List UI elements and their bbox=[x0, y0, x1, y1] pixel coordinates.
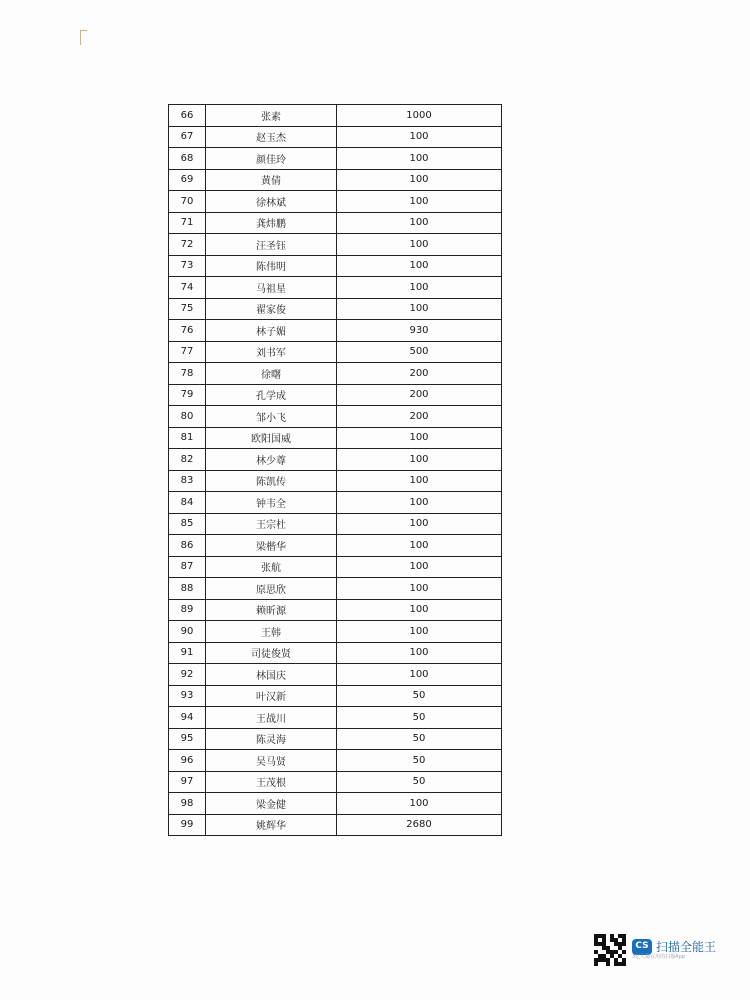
table-row bbox=[169, 535, 502, 557]
row-number: 72 bbox=[169, 234, 206, 256]
donor-name: 邹小飞 bbox=[206, 406, 337, 428]
donation-amount: 100 bbox=[337, 191, 502, 213]
watermark-text bbox=[632, 939, 716, 961]
donor-name: 张素 bbox=[206, 105, 337, 127]
table-row bbox=[169, 191, 502, 213]
donation-amount: 50 bbox=[337, 728, 502, 750]
donor-name: 林少尊 bbox=[206, 449, 337, 471]
table-row bbox=[169, 685, 502, 707]
donation-amount: 100 bbox=[337, 169, 502, 191]
donor-name: 司徒俊贤 bbox=[206, 642, 337, 664]
table-row bbox=[169, 320, 502, 342]
row-number: 99 bbox=[169, 814, 206, 836]
donation-amount: 50 bbox=[337, 707, 502, 729]
donor-name: 刘书军 bbox=[206, 341, 337, 363]
watermark-subtitle: 3亿人都在用的扫描App bbox=[632, 954, 685, 961]
donor-name: 吴马贤 bbox=[206, 750, 337, 772]
table-row bbox=[169, 750, 502, 772]
table-row bbox=[169, 169, 502, 191]
table-row bbox=[169, 621, 502, 643]
table-row bbox=[169, 492, 502, 514]
table-row bbox=[169, 664, 502, 686]
donation-amount: 100 bbox=[337, 212, 502, 234]
donation-amount: 50 bbox=[337, 685, 502, 707]
row-number: 77 bbox=[169, 341, 206, 363]
donor-name: 梁金健 bbox=[206, 793, 337, 815]
donation-amount: 50 bbox=[337, 771, 502, 793]
row-number: 93 bbox=[169, 685, 206, 707]
watermark-title: 扫描全能王 bbox=[656, 939, 717, 954]
row-number: 69 bbox=[169, 169, 206, 191]
donor-name: 汪圣钰 bbox=[206, 234, 337, 256]
donor-name: 王茂根 bbox=[206, 771, 337, 793]
table-row bbox=[169, 406, 502, 428]
donation-amount: 100 bbox=[337, 298, 502, 320]
table-row bbox=[169, 578, 502, 600]
donation-amount: 500 bbox=[337, 341, 502, 363]
row-number: 80 bbox=[169, 406, 206, 428]
row-number: 91 bbox=[169, 642, 206, 664]
row-number: 98 bbox=[169, 793, 206, 815]
donor-name: 翟家俊 bbox=[206, 298, 337, 320]
table-row bbox=[169, 599, 502, 621]
donation-amount: 200 bbox=[337, 384, 502, 406]
row-number: 92 bbox=[169, 664, 206, 686]
donor-name: 王战川 bbox=[206, 707, 337, 729]
table-row bbox=[169, 449, 502, 471]
table-row bbox=[169, 427, 502, 449]
row-number: 94 bbox=[169, 707, 206, 729]
table-row bbox=[169, 363, 502, 385]
donor-name: 欧阳国威 bbox=[206, 427, 337, 449]
donation-table bbox=[168, 104, 502, 836]
donor-name: 陈伟明 bbox=[206, 255, 337, 277]
donation-amount: 100 bbox=[337, 599, 502, 621]
donor-name: 钟韦全 bbox=[206, 492, 337, 514]
table-row bbox=[169, 148, 502, 170]
row-number: 74 bbox=[169, 277, 206, 299]
donor-name: 黄倩 bbox=[206, 169, 337, 191]
donor-name: 王宗杜 bbox=[206, 513, 337, 535]
row-number: 86 bbox=[169, 535, 206, 557]
table-row bbox=[169, 341, 502, 363]
donor-name: 赖昕源 bbox=[206, 599, 337, 621]
donor-name: 姚辉华 bbox=[206, 814, 337, 836]
row-number: 66 bbox=[169, 105, 206, 127]
table-row bbox=[169, 793, 502, 815]
row-number: 79 bbox=[169, 384, 206, 406]
donor-name: 马祖星 bbox=[206, 277, 337, 299]
row-number: 88 bbox=[169, 578, 206, 600]
table-row bbox=[169, 707, 502, 729]
donation-amount: 100 bbox=[337, 621, 502, 643]
table-row bbox=[169, 728, 502, 750]
table-row bbox=[169, 105, 502, 127]
donor-name: 张航 bbox=[206, 556, 337, 578]
row-number: 71 bbox=[169, 212, 206, 234]
row-number: 70 bbox=[169, 191, 206, 213]
donor-name: 龚炜鹏 bbox=[206, 212, 337, 234]
donor-name: 孔学成 bbox=[206, 384, 337, 406]
row-number: 89 bbox=[169, 599, 206, 621]
table-row bbox=[169, 814, 502, 836]
donation-amount: 100 bbox=[337, 793, 502, 815]
row-number: 76 bbox=[169, 320, 206, 342]
row-number: 84 bbox=[169, 492, 206, 514]
donation-amount: 100 bbox=[337, 255, 502, 277]
table-row bbox=[169, 384, 502, 406]
row-number: 82 bbox=[169, 449, 206, 471]
donor-name: 林子媚 bbox=[206, 320, 337, 342]
donation-amount: 100 bbox=[337, 277, 502, 299]
row-number: 97 bbox=[169, 771, 206, 793]
donation-amount: 100 bbox=[337, 492, 502, 514]
donor-name: 叶汉新 bbox=[206, 685, 337, 707]
donation-amount: 100 bbox=[337, 449, 502, 471]
row-number: 83 bbox=[169, 470, 206, 492]
row-number: 73 bbox=[169, 255, 206, 277]
table-row bbox=[169, 277, 502, 299]
donor-name: 徐林斌 bbox=[206, 191, 337, 213]
table-row bbox=[169, 212, 502, 234]
donation-amount: 2680 bbox=[337, 814, 502, 836]
donor-name: 林国庆 bbox=[206, 664, 337, 686]
table-row bbox=[169, 298, 502, 320]
row-number: 75 bbox=[169, 298, 206, 320]
row-number: 81 bbox=[169, 427, 206, 449]
donation-amount: 100 bbox=[337, 578, 502, 600]
table-row bbox=[169, 513, 502, 535]
donation-amount: 50 bbox=[337, 750, 502, 772]
donor-name: 陈灵海 bbox=[206, 728, 337, 750]
donation-amount: 100 bbox=[337, 642, 502, 664]
donation-amount: 100 bbox=[337, 427, 502, 449]
donation-amount: 100 bbox=[337, 148, 502, 170]
donor-name: 赵玉杰 bbox=[206, 126, 337, 148]
row-number: 90 bbox=[169, 621, 206, 643]
table-body bbox=[169, 105, 502, 836]
donation-amount: 1000 bbox=[337, 105, 502, 127]
row-number: 78 bbox=[169, 363, 206, 385]
row-number: 67 bbox=[169, 126, 206, 148]
donor-name: 原思欣 bbox=[206, 578, 337, 600]
row-number: 85 bbox=[169, 513, 206, 535]
donation-amount: 100 bbox=[337, 556, 502, 578]
qr-code-icon bbox=[594, 934, 626, 966]
table-row bbox=[169, 556, 502, 578]
row-number: 95 bbox=[169, 728, 206, 750]
donor-name: 王韩 bbox=[206, 621, 337, 643]
donation-amount: 100 bbox=[337, 470, 502, 492]
donor-name: 颜佳玲 bbox=[206, 148, 337, 170]
row-number: 96 bbox=[169, 750, 206, 772]
camscanner-watermark bbox=[594, 934, 716, 966]
donation-amount: 100 bbox=[337, 664, 502, 686]
donation-amount: 200 bbox=[337, 363, 502, 385]
donor-name: 陈凯传 bbox=[206, 470, 337, 492]
cs-logo-icon: CS bbox=[632, 939, 652, 955]
donation-amount: 200 bbox=[337, 406, 502, 428]
table-row bbox=[169, 234, 502, 256]
donation-amount: 100 bbox=[337, 126, 502, 148]
table-row bbox=[169, 470, 502, 492]
table-row bbox=[169, 771, 502, 793]
row-number: 68 bbox=[169, 148, 206, 170]
row-number: 87 bbox=[169, 556, 206, 578]
donation-amount: 100 bbox=[337, 513, 502, 535]
table-row bbox=[169, 126, 502, 148]
table-row bbox=[169, 255, 502, 277]
corner-crop-mark bbox=[80, 30, 87, 45]
donor-name: 徐曙 bbox=[206, 363, 337, 385]
donation-amount: 100 bbox=[337, 234, 502, 256]
donation-amount: 930 bbox=[337, 320, 502, 342]
donor-name: 梁楷华 bbox=[206, 535, 337, 557]
table-row bbox=[169, 642, 502, 664]
donation-amount: 100 bbox=[337, 535, 502, 557]
